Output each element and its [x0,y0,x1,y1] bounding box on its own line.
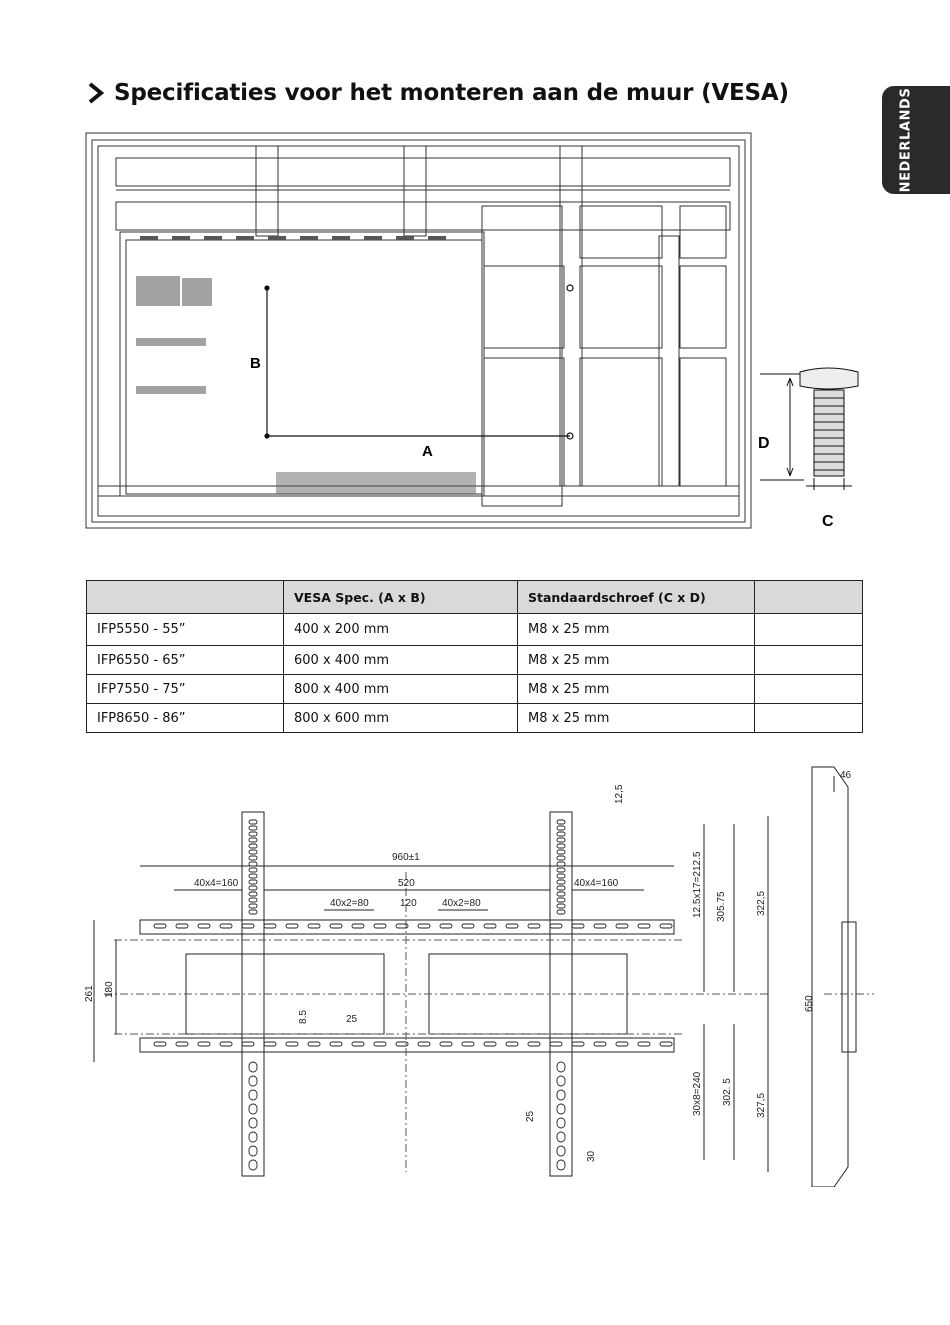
vesa-cell: 600 x 400 mm [284,646,518,675]
header-cell: VESA Spec. (A x B) [284,581,518,614]
dim-label: 302. 5 [722,1078,733,1106]
table-row [87,675,863,704]
label-a: A [422,443,433,460]
table-row [87,646,863,675]
model-cell: IFP6550 - 65” [87,646,284,675]
screw-cell: M8 x 25 mm [518,675,755,704]
vesa-cell: 800 x 400 mm [284,675,518,704]
dim-label: 12,5 [614,784,625,804]
empty-cell [755,614,863,646]
dim-label: 40x4=160 [194,878,239,889]
dim-label: 40x2=80 [442,898,481,909]
table-header-row [87,581,863,614]
dim-label: 327,5 [756,1092,767,1118]
vesa-cell: 800 x 600 mm [284,704,518,733]
dim-label: 25 [525,1110,536,1122]
empty-cell [755,704,863,733]
dim-label: 30 [586,1150,597,1162]
label-c: C [822,513,834,530]
wall-bracket-drawing [84,762,874,1187]
dim-label: 650 [804,995,815,1012]
language-tab-label: NEDERLANDS [898,87,914,193]
dim-label: 30x8=240 [692,1071,703,1116]
empty-cell [755,646,863,675]
empty-cell [755,675,863,704]
language-tab [882,86,950,194]
screw-cell: M8 x 25 mm [518,614,755,646]
header-cell: Standaardschroef (C x D) [518,581,755,614]
dim-label: 40x2=80 [330,898,369,909]
dim-label: 12.5x17=212.5 [692,851,703,918]
header-cell [87,581,284,614]
dim-label: 261 [84,985,95,1002]
model-cell: IFP7550 - 75” [87,675,284,704]
model-cell: IFP5550 - 55” [87,614,284,646]
section-heading [86,80,789,106]
dim-label: 305.75 [716,891,727,922]
dim-label: 40x4=160 [574,878,619,889]
dim-label: 520 [398,878,415,889]
dimension-labels [84,770,852,1162]
dim-label: 960±1 [392,852,420,863]
table-row [87,614,863,646]
table-row [87,704,863,733]
vesa-cell: 400 x 200 mm [284,614,518,646]
display-rear-view-diagram [84,128,874,538]
model-cell: IFP8650 - 86” [87,704,284,733]
vesa-spec-table [86,580,863,733]
header-cell [755,581,863,614]
page-title: Specificaties voor het monteren aan de muur (VESA) [114,80,789,106]
dim-label: 120 [400,898,417,909]
dim-label: 322,5 [756,890,767,916]
screw-cell: M8 x 25 mm [518,704,755,733]
label-b: B [250,355,261,372]
dim-label: 180 [104,981,115,998]
label-d: D [758,435,770,452]
screw-cell: M8 x 25 mm [518,646,755,675]
dim-label: 25 [346,1014,358,1025]
dim-label: 46 [840,770,852,781]
dim-label: 8.5 [298,1010,309,1024]
chevron-right-icon [86,81,106,105]
